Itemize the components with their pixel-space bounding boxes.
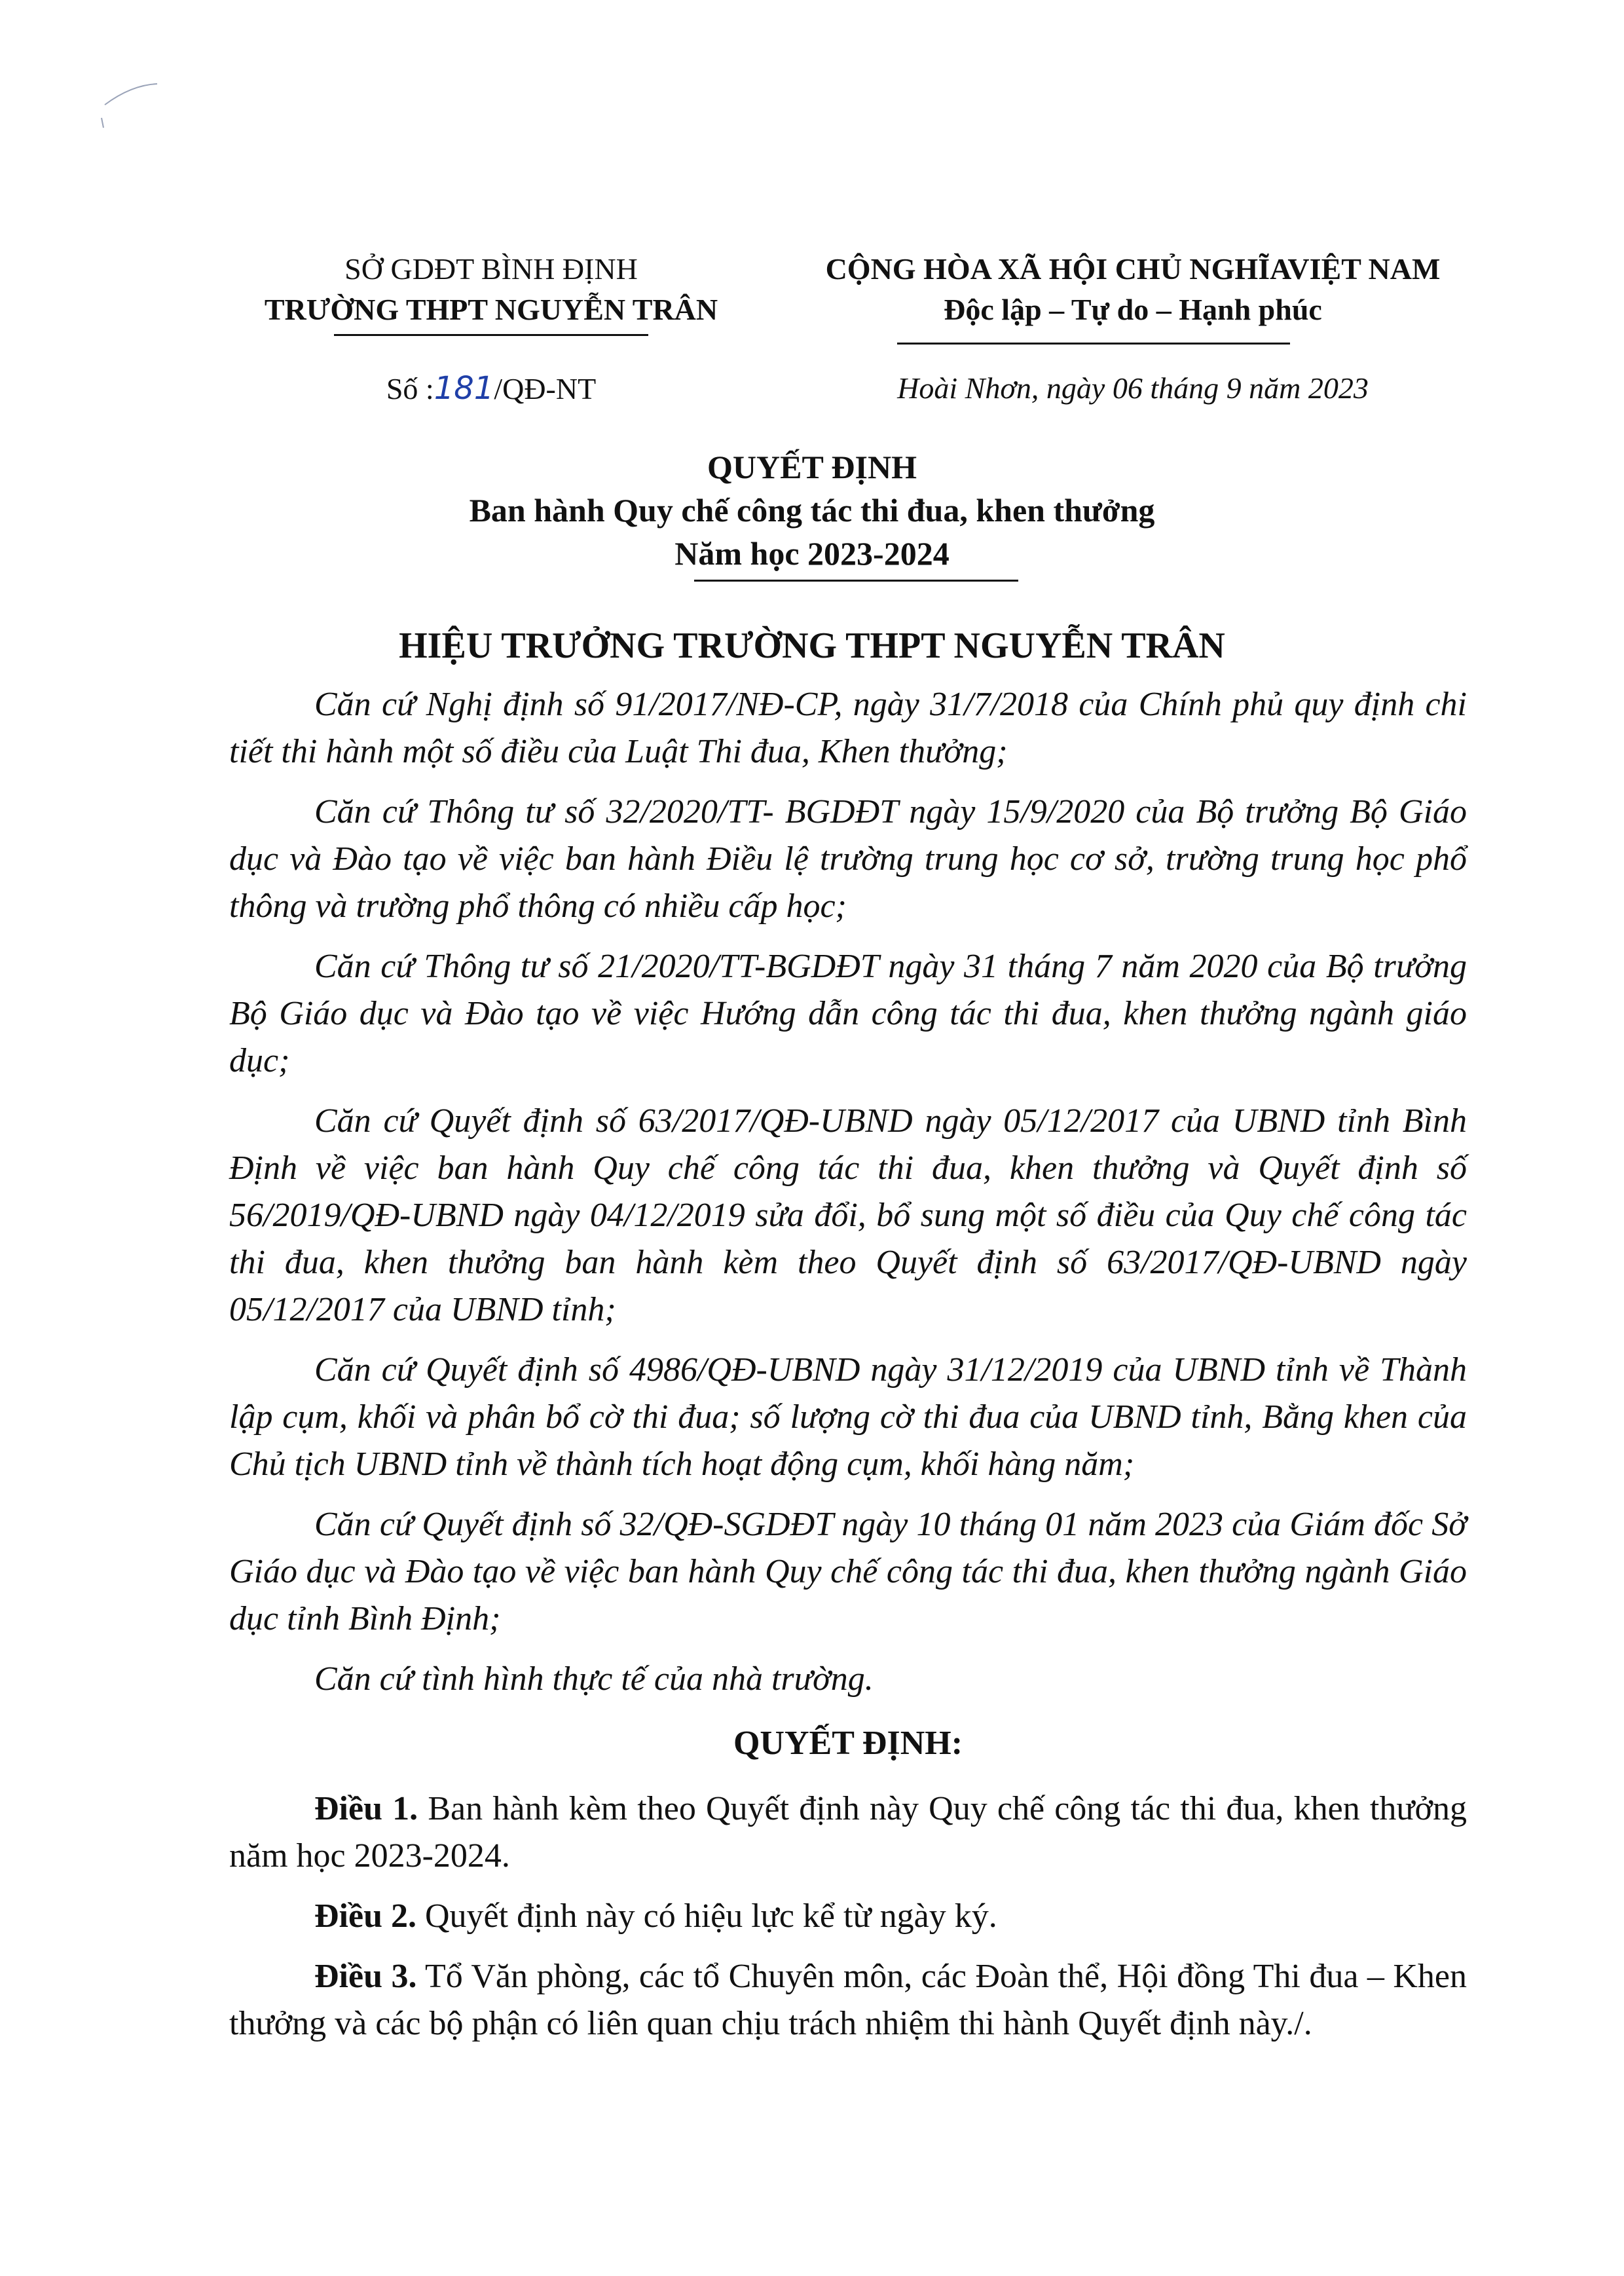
- document-title: [0, 445, 1624, 575]
- document-number: [196, 368, 786, 409]
- legal-basis: Căn cứ Nghị định số 91/2017/NĐ-CP, ngày 31/7/2018 của Chính phủ quy định chi tiết thi hành một số điều của Luật Thi đua, Khen thưởng;: [229, 686, 1467, 770]
- header-right: [773, 249, 1493, 330]
- title-underline: [694, 580, 1018, 582]
- school-name: TRƯỜNG THPT NGUYỄN TRÂN: [264, 293, 718, 326]
- article-text: Quyết định này có hiệu lực kể từ ngày ký.: [416, 1897, 997, 1935]
- motto-underline: [897, 343, 1290, 345]
- issuing-authority: HIỆU TRƯỞNG TRƯỜNG THPT NGUYỄN TRÂN: [399, 625, 1225, 666]
- handwritten-number: 181: [434, 370, 494, 407]
- article: [229, 1953, 1467, 2047]
- legal-bases: [229, 681, 1467, 1703]
- legal-basis: Căn cứ Quyết định số 63/2017/QĐ-UBND ngày 05/12/2017 của UBND tỉnh Bình Định về việc ban hành Quy chế công tác thi đua, khen thưởng và Quyết định số 56/2019/QĐ-UBND ngày 04/12/2019 sửa đổi, bổ sung một số điều của Quy chế công tác thi đua, khen thưởng ban hành kèm theo Quyết định số 63/2017/QĐ-UBND ngày 05/12/2017 của UBND tỉnh;: [229, 1102, 1467, 1328]
- number-prefix: Số :: [386, 372, 434, 405]
- legal-basis: Căn cứ Thông tư số 21/2020/TT-BGDĐT ngày 31 tháng 7 năm 2020 của Bộ trưởng Bộ Giáo dục và Đào tạo về việc Hướng dẫn công tác thi đua, khen thưởng ngành giáo dục;: [229, 948, 1467, 1079]
- articles: [229, 1785, 1467, 2047]
- article-label: Điều 2.: [314, 1897, 416, 1935]
- number-suffix: /QĐ-NT: [494, 372, 597, 405]
- decision-heading: QUYẾT ĐỊNH:: [733, 1725, 963, 1762]
- title-type: QUYẾT ĐỊNH: [707, 449, 917, 485]
- pen-mark-icon: [92, 65, 164, 138]
- document-body: [229, 681, 1467, 2061]
- school-underline: [334, 334, 648, 336]
- article-label: Điều 3.: [314, 1958, 417, 1995]
- legal-basis: Căn cứ Thông tư số 32/2020/TT- BGDĐT ngày 15/9/2020 của Bộ trưởng Bộ Giáo dục và Đào tạo về việc ban hành Điều lệ trường trung học cơ sở, trường trung học phổ thông và trường phổ thông có nhiều cấp học;: [229, 793, 1467, 925]
- legal-basis: Căn cứ tình hình thực tế của nhà trường.: [314, 1660, 874, 1698]
- legal-basis: Căn cứ Quyết định số 4986/QĐ-UBND ngày 31/12/2019 của UBND tỉnh về Thành lập cụm, khối và phân bổ cờ thi đua; số lượng cờ thi đua của UBND tỉnh, Bằng khen của Chủ tịch UBND tỉnh về thành tích hoạt động cụm, khối hàng năm;: [229, 1351, 1467, 1483]
- article-label: Điều 1.: [314, 1790, 418, 1827]
- agency-name: SỞ GDĐT BÌNH ĐỊNH: [344, 252, 638, 286]
- title-subject: Ban hành Quy chế công tác thi đua, khen thưởng: [469, 492, 1155, 529]
- title-year: Năm học 2023-2024: [674, 535, 950, 572]
- legal-basis: Căn cứ Quyết định số 32/QĐ-SGDĐT ngày 10 tháng 01 năm 2023 của Giám đốc Sở Giáo dục và Đào tạo về việc ban hành Quy chế công tác thi đua, khen thưởng ngành Giáo dục tỉnh Bình Định;: [229, 1506, 1467, 1637]
- header-left: [196, 249, 786, 330]
- national-motto: Độc lập – Tự do – Hạnh phúc: [944, 293, 1322, 326]
- nation-name: CỘNG HÒA XÃ HỘI CHỦ NGHĨAVIỆT NAM: [825, 252, 1441, 286]
- article-text: Ban hành kèm theo Quyết định này Quy chế công tác thi đua, khen thưởng năm học 2023-2024.: [229, 1790, 1467, 1875]
- article: [229, 1785, 1467, 1880]
- place-date: Hoài Nhơn, ngày 06 tháng 9 năm 2023: [897, 371, 1369, 405]
- article: [229, 1893, 1467, 1940]
- article-text: Tổ Văn phòng, các tổ Chuyên môn, các Đoàn thể, Hội đồng Thi đua – Khen thưởng và các bộ phận có liên quan chịu trách nhiệm thi hành Quyết định này./.: [229, 1958, 1467, 2042]
